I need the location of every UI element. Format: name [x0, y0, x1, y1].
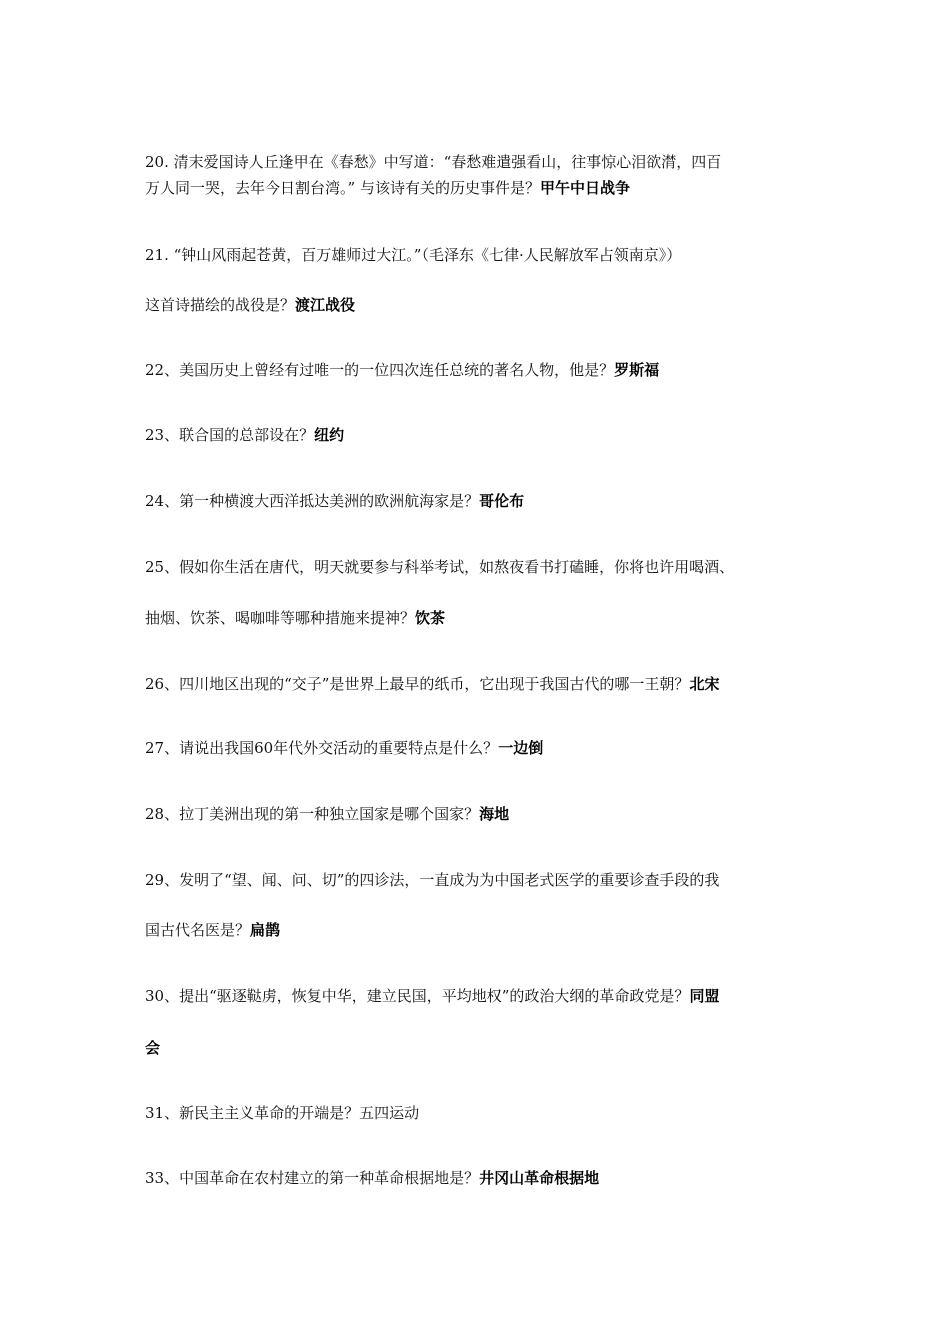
question-text: 23、联合国的总部设在？ — [145, 426, 315, 444]
question-25-line-2 — [145, 608, 810, 628]
question-23-line-1 — [145, 425, 810, 445]
question-20-line-1 — [145, 152, 810, 172]
question-29-line-1 — [145, 870, 810, 890]
question-20-line-2 — [145, 178, 810, 198]
question-text: 30、提出“驱逐鞑虏，恢复中华，建立民国，平均地权”的政治大纲的革命政党是？ — [145, 987, 690, 1005]
question-text: 22、美国历史上曾经有过唯一的一位四次连任总统的著名人物，他是？ — [145, 361, 615, 379]
question-answer: 纽约 — [314, 426, 345, 444]
question-text: 抽烟、饮茶、喝咖啡等哪种措施来提神？ — [145, 609, 416, 627]
question-answer: 海地 — [479, 805, 510, 823]
question-answer: 罗斯福 — [614, 361, 660, 379]
question-29-line-2 — [145, 920, 810, 940]
question-text: 20. 清末爱国诗人丘逢甲在《春愁》中写道：“春愁难遣强看山，往事惊心泪欲潸，四百 — [145, 153, 722, 171]
question-24-line-1 — [145, 491, 810, 511]
question-answer: 井冈山革命根据地 — [479, 1169, 600, 1187]
question-26-line-1 — [145, 674, 810, 694]
question-text: 33、中国革命在农村建立的第一种革命根据地是？ — [145, 1169, 480, 1187]
question-answer: 北宋 — [689, 675, 720, 693]
question-21-line-1 — [145, 245, 810, 265]
question-text: 27、请说出我国60年代外交活动的重要特点是什么？ — [145, 739, 499, 757]
question-text: 24、第一种横渡大西洋抵达美洲的欧洲航海家是？ — [145, 492, 480, 510]
question-answer: 哥伦布 — [479, 492, 525, 510]
question-25-line-1 — [145, 557, 810, 577]
question-text: 28、拉丁美洲出现的第一种独立国家是哪个国家？ — [145, 805, 480, 823]
question-answer: 扁鹊 — [250, 921, 281, 939]
question-33-line-1 — [145, 1168, 810, 1188]
question-27-line-1 — [145, 738, 810, 758]
question-30-line-2 — [145, 1038, 810, 1058]
question-21-line-2 — [145, 295, 810, 315]
question-text: 21. “钟山风雨起苍黄，百万雄师过大江。”（毛泽东《七律·人民解放军占领南京》） — [145, 246, 682, 264]
question-answer: 同盟 — [689, 987, 720, 1005]
question-text: 31、新民主主义革命的开端是？五四运动 — [145, 1104, 420, 1122]
question-answer: 一边倒 — [498, 739, 544, 757]
question-text: 万人同一哭，去年今日割台湾。” 与该诗有关的历史事件是？ — [145, 179, 540, 197]
question-31-line-1 — [145, 1103, 810, 1123]
question-22-line-1 — [145, 360, 810, 380]
question-answer: 饮茶 — [415, 609, 446, 627]
question-text: 26、四川地区出现的“交子”是世界上最早的纸币，它出现于我国古代的哪一王朝？ — [145, 675, 690, 693]
question-text: 29、发明了“望、闻、问、切”的四诊法，一直成为为中国老式医学的重要诊查手段的我 — [145, 871, 720, 889]
question-answer: 甲午中日战争 — [539, 179, 630, 197]
question-answer: 会 — [145, 1039, 161, 1057]
question-28-line-1 — [145, 804, 810, 824]
question-text: 国古代名医是？ — [145, 921, 251, 939]
question-text: 25、假如你生活在唐代，明天就要参与科举考试，如熬夜看书打磕睡，你将也许用喝酒、 — [145, 558, 735, 576]
question-text: 这首诗描绘的战役是？ — [145, 296, 296, 314]
question-30-line-1 — [145, 986, 810, 1006]
question-answer: 渡江战役 — [295, 296, 356, 314]
